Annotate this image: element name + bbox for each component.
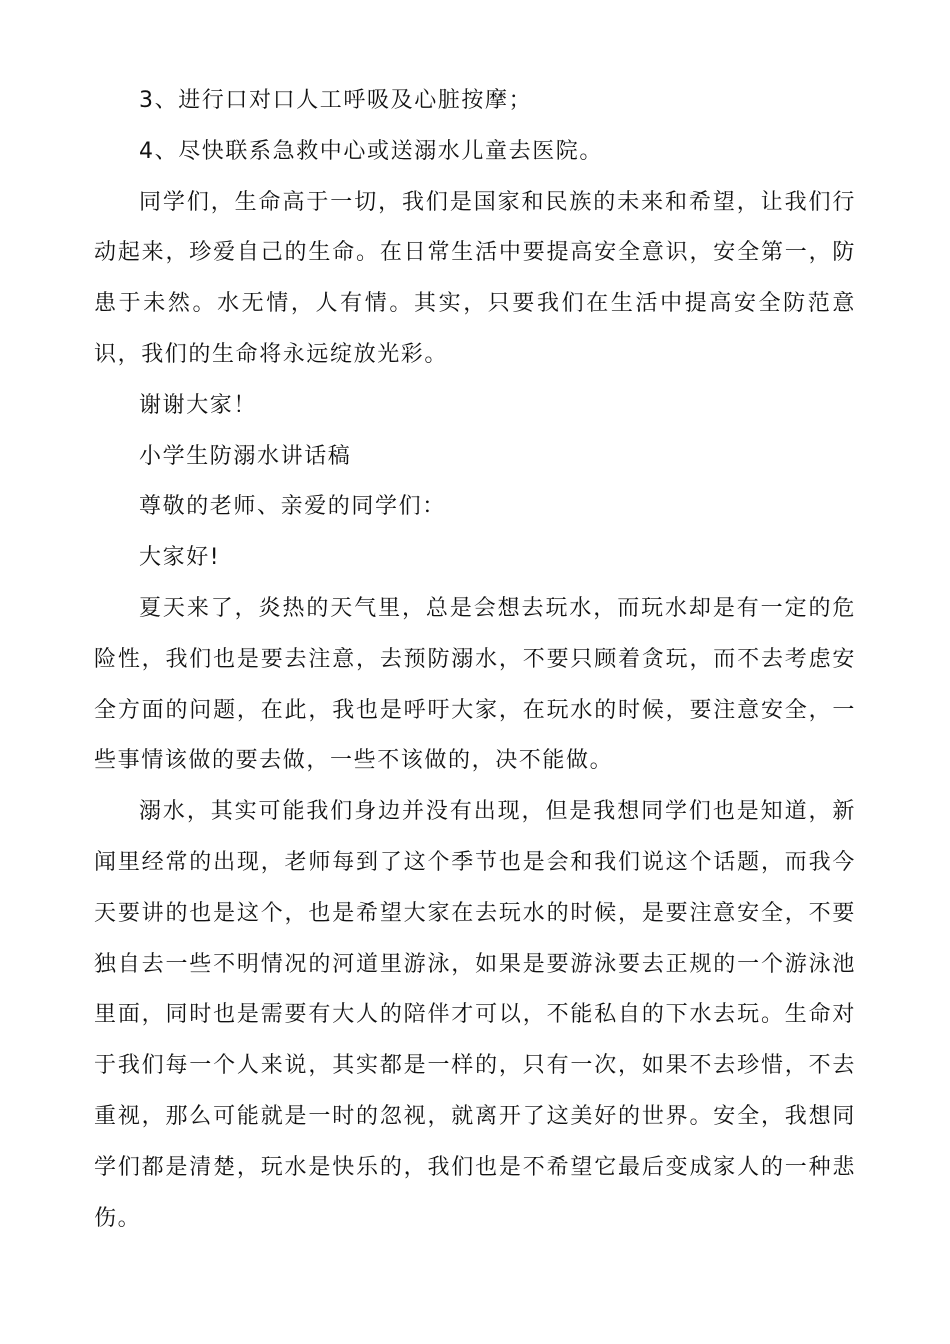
greeting: 大家好! <box>139 545 221 571</box>
document-body <box>94 76 856 1244</box>
paragraph-step-3: 3、进行口对口人工呼吸及心脏按摩； <box>139 88 533 113</box>
paragraph-drowning-safety: 溺水，其实可能我们身边并没有出现，但是我想同学们也是知道，新闻里经常的出现，老师每到了这个季节也是会和我们说这个话题，而我今天要讲的也是这个，也是希望大家在去玩水的时候，是要注意安全，不要独自去一些不明情况的河道里游泳，如果是要游泳要去正规的一个游泳池里面，同时也是需要有大人的陪伴才可以，不能私自的下水去玩。生命对于我们每一个人来说，其实都是一样的，只有一次，如果不去珍惜，不去重视，那么可能就是一时的忽视，就离开了这美好的世界。安全，我想同学们都是清楚，玩水是快乐的，我们也是不希望它最后变成家人的一种悲伤。 <box>94 799 856 1231</box>
paragraph-step-4: 4、尽快联系急救中心或送溺水儿童去医院。 <box>139 138 603 164</box>
speech-title: 小学生防溺水讲话稿 <box>139 443 352 469</box>
salutation: 尊敬的老师、亲爱的同学们： <box>139 494 446 520</box>
paragraph-summer-intro: 夏天来了，炎热的天气里，总是会想去玩水，而玩水却是有一定的危险性，我们也是要去注意，去预防溺水，不要只顾着贪玩，而不去考虑安全方面的问题，在此，我也是呼吁大家，在玩水的时候，要注意安全，一些事情该做的要去做，一些不该做的，决不能做。 <box>94 595 856 774</box>
paragraph-closing-appeal: 同学们，生命高于一切，我们是国家和民族的未来和希望，让我们行动起来，珍爱自己的生命。在日常生活中要提高安全意识，安全第一，防患于未然。水无情，人有情。其实，只要我们在生活中提高安全防范意识，我们的生命将永远绽放光彩。 <box>94 189 856 367</box>
paragraph-thanks: 谢谢大家！ <box>139 392 258 418</box>
